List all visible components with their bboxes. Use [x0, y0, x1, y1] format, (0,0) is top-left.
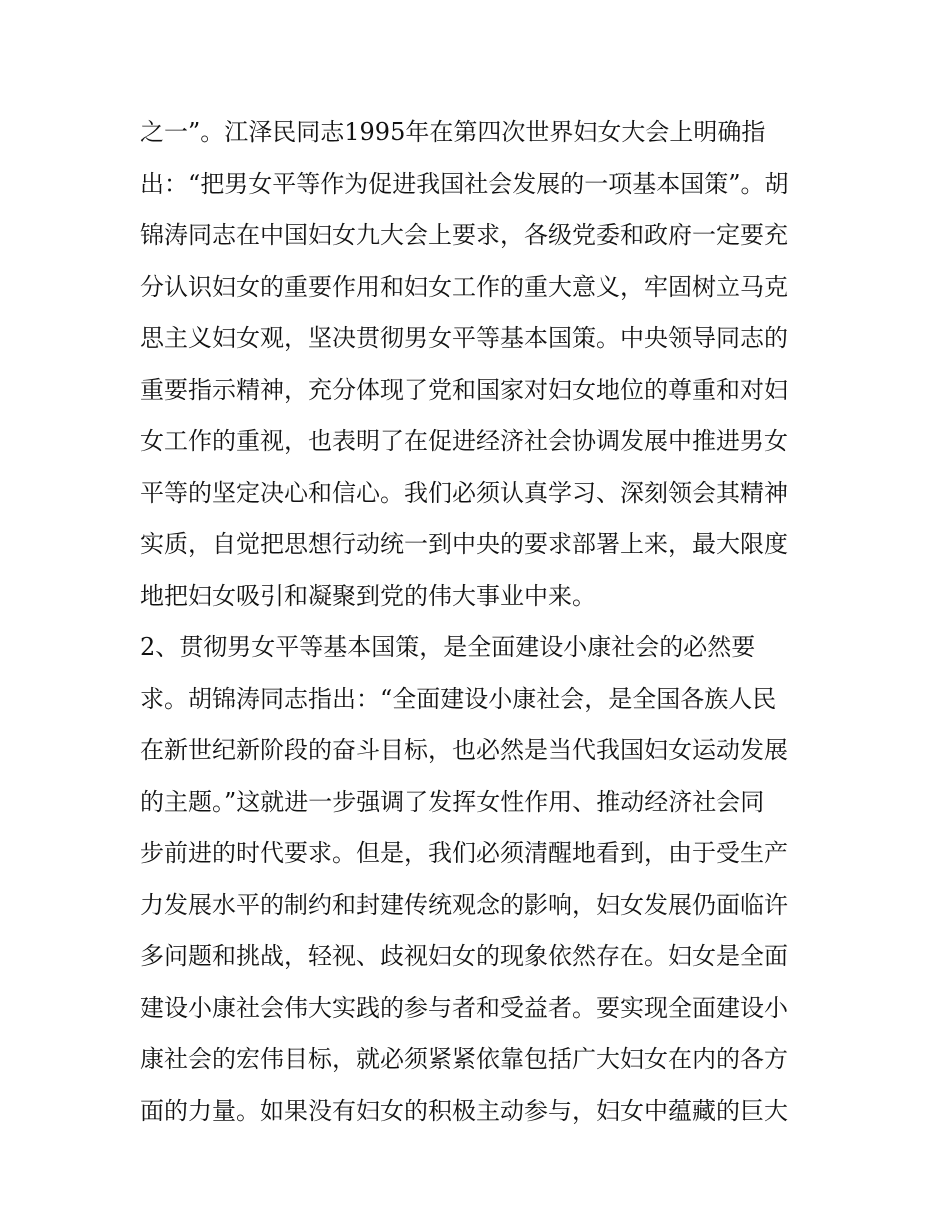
text-line: 2、贯彻男女平等基本国策，是全面建设小康社会的必然要 [140, 633, 756, 661]
text-line: 实质，自觉把思想行动统一到中央的要求部署上来，最大限度 [140, 530, 788, 558]
text-line: 重要指示精神，充分体现了党和国家对妇女地位的尊重和对妇 [140, 375, 788, 404]
text-line: 康社会的宏伟目标，就必须紧紧依靠包括广大妇女在内的各方 [140, 1045, 788, 1073]
text-line: 地把妇女吸引和凝聚到党的伟大事业中来。 [140, 581, 596, 610]
body-text [140, 107, 840, 1137]
text-line: 建设小康社会伟大实践的参与者和受益者。要实现全面建设小 [140, 993, 788, 1022]
text-line: 分认识妇女的重要作用和妇女工作的重大意义，牢固树立马克 [140, 272, 788, 301]
text-line: 女工作的重视，也表明了在促进经济社会协调发展中推进男女 [140, 427, 788, 455]
text-line: 步前进的时代要求。但是，我们必须清醒地看到，由于受生产 [140, 839, 788, 867]
text-line: 之一”。江泽民同志1995年在第四次世界妇女大会上明确指 [140, 118, 766, 146]
text-line: 多问题和挑战，轻视、歧视妇女的现象依然存在。妇女是全面 [140, 942, 788, 970]
text-line: 面的力量。如果没有妇女的积极主动参与，妇女中蕴藏的巨大 [140, 1096, 788, 1125]
text-line: 的主题。”这就进一步强调了发挥女性作用、推动经济社会同 [140, 787, 765, 816]
text-line: 思主义妇女观，坚决贯彻男女平等基本国策。中央领导同志的 [140, 324, 788, 352]
text-line: 平等的坚定决心和信心。我们必须认真学习、深刻领会其精神 [140, 478, 788, 507]
text-line: 锦涛同志在中国妇女九大会上要求，各级党委和政府一定要充 [140, 221, 788, 249]
text-line: 在新世纪新阶段的奋斗目标，也必然是当代我国妇女运动发展 [140, 736, 788, 764]
text-line: 出：“把男女平等作为促进我国社会发展的一项基本国策”。胡 [140, 169, 789, 198]
text-line: 力发展水平的制约和封建传统观念的影响，妇女发展仍面临许 [140, 890, 788, 919]
text-line: 求。胡锦涛同志指出：“全面建设小康社会，是全国各族人民 [140, 684, 777, 713]
